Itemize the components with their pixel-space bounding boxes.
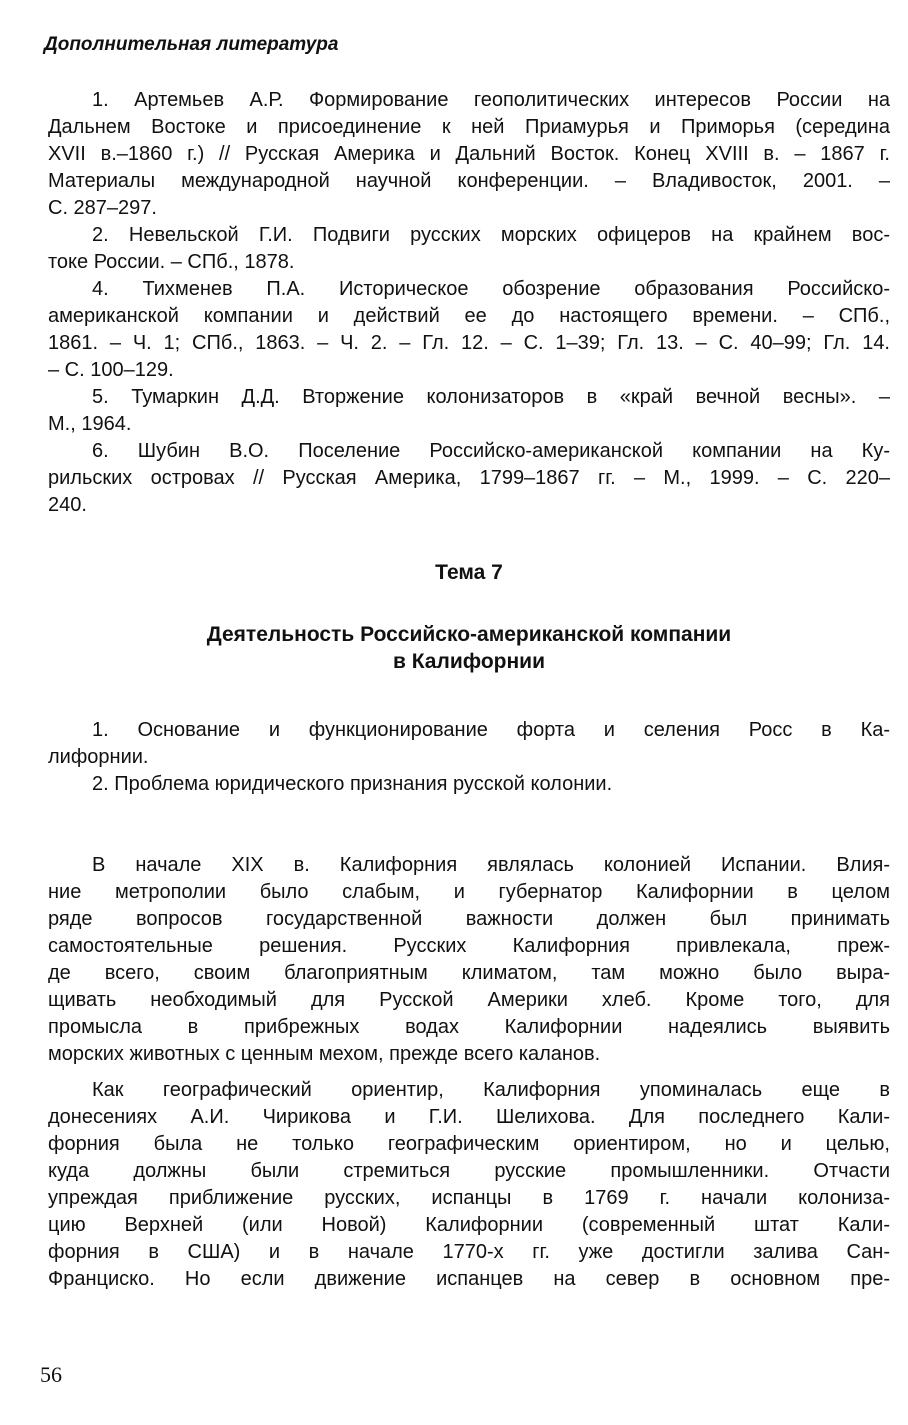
reference-item xyxy=(48,438,890,519)
text-line: 2. Невельской Г.И. Подвиги русских морских офицеров на крайнем вос- xyxy=(92,224,890,246)
text-line: промысла в прибрежных водах Калифорнии надеялись выявить xyxy=(48,1016,890,1038)
text-line: форния в США) и в начале 1770-х гг. уже достигли залива Сан- xyxy=(48,1241,890,1263)
text-line: упреждая приближение русских, испанцы в 1769 г. начали колониза- xyxy=(48,1187,890,1209)
plan-item xyxy=(48,771,890,798)
text-line: 240. xyxy=(48,494,87,516)
text-line: де всего, своим благоприятным климатом, там можно было выра- xyxy=(48,962,890,984)
text-line: С. 287–297. xyxy=(48,197,157,219)
reference-item xyxy=(48,384,890,438)
text-line: рильских островах // Русская Америка, 1799–1867 гг. – М., 1999. – С. 220– xyxy=(48,467,890,489)
text-line: XVII в.–1860 г.) // Русская Америка и Дальний Восток. Конец XVIII в. – 1867 г. xyxy=(48,143,890,165)
plan-item xyxy=(48,717,890,771)
text-line: В начале XIX в. Калифорния являлась колонией Испании. Влия- xyxy=(92,854,890,876)
text-line: – С. 100–129. xyxy=(48,359,174,381)
body-text xyxy=(48,852,890,1293)
text-line: ряде вопросов государственной важности должен был принимать xyxy=(48,908,890,930)
text-line: Как географический ориентир, Калифорния упоминалась еще в xyxy=(92,1079,890,1101)
reference-list xyxy=(48,87,890,519)
page-number: 56 xyxy=(40,1362,62,1387)
text-line: донесениях А.И. Чирикова и Г.И. Шелихова. Для последнего Кали- xyxy=(48,1106,890,1128)
text-line: самостоятельные решения. Русских Калифорния привлекала, преж- xyxy=(48,935,890,957)
text-line: лифорнии. xyxy=(48,746,149,768)
topic-title-line: Деятельность Российско-американской компании xyxy=(206,623,732,646)
paragraph xyxy=(48,1077,890,1293)
text-line: ние метрополии было слабым, и губернатор Калифорнии в целом xyxy=(48,881,890,903)
text-line: 5. Тумаркин Д.Д. Вторжение колонизаторов в «край вечной весны». – xyxy=(92,386,890,408)
text-line: Материалы международной научной конференции. – Владивосток, 2001. – xyxy=(48,170,890,192)
text-line: щивать необходимый для Русской Америки хлеб. Кроме того, для xyxy=(48,989,890,1011)
reference-item xyxy=(48,87,890,222)
text-line: 1861. – Ч. 1; СПб., 1863. – Ч. 2. – Гл. 12. – С. 1–39; Гл. 13. – С. 40–99; Гл. 14. xyxy=(48,332,890,354)
text-line: М., 1964. xyxy=(48,413,132,435)
text-line: 6. Шубин В.О. Поселение Российско-американской компании на Ку- xyxy=(92,440,890,462)
reference-item xyxy=(48,222,890,276)
text-line: токе России. – СПб., 1878. xyxy=(48,251,295,273)
reference-item xyxy=(48,276,890,384)
text-line: цию Верхней (или Новой) Калифорнии (современный штат Кали- xyxy=(48,1214,890,1236)
text-line: 2. Проблема юридического признания русской колонии. xyxy=(92,773,613,795)
text-line: 1. Артемьев А.Р. Формирование геополитических интересов России на xyxy=(92,89,890,111)
text-line: 1. Основание и функционирование форта и селения Росс в Ка- xyxy=(92,719,890,741)
text-line: куда должны были стремиться русские промышленники. Отчасти xyxy=(48,1160,890,1182)
topic-number: Тема 7 xyxy=(435,561,503,584)
topic-title-line: в Калифорнии xyxy=(392,650,545,673)
supplementary-literature-heading: Дополнительная литература xyxy=(44,34,339,55)
text-line: американской компании и действий ее до настоящего времени. – СПб., xyxy=(48,305,890,327)
paragraph xyxy=(48,852,890,1068)
text-line: форния была не только географическим ориентиром, но и целью, xyxy=(48,1133,890,1155)
text-line: Франциско. Но если движение испанцев на север в основном пре- xyxy=(48,1268,890,1290)
topic-plan xyxy=(48,717,890,798)
text-line: 4. Тихменев П.А. Историческое обозрение образования Российско- xyxy=(92,278,890,300)
text-line: морских животных с ценным мехом, прежде всего каланов. xyxy=(48,1043,601,1065)
topic-title xyxy=(48,621,890,675)
text-line: Дальнем Востоке и присоединение к ней Приамурья и Приморья (середина xyxy=(48,116,890,138)
